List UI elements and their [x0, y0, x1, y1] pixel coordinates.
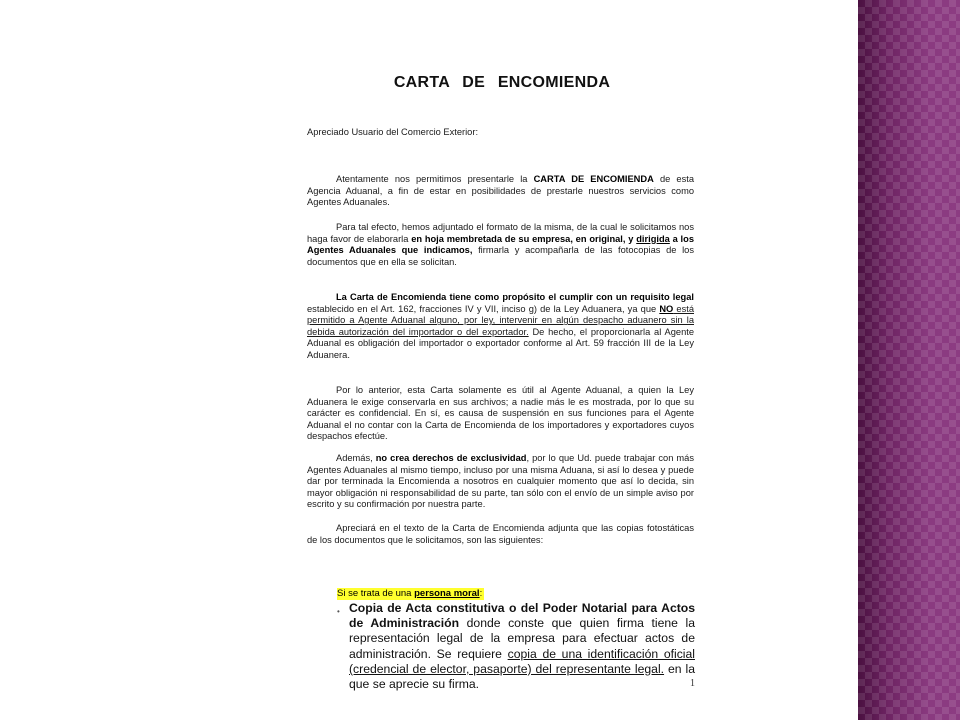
- list-item: • Copia de Acta constitutiva o del Poder Notarial para Actos de Administración donde conste que quien firma tiene la representación legal de la empresa para efectuar actos de administración. Se requiere copia de una identificación oficial (credencial de elector, pasaporte) del representante legal. en la que se aprecie su firma.: [337, 601, 695, 692]
- document-title: CARTA DE ENCOMIENDA: [393, 74, 611, 91]
- salutation: Apreciado Usuario del Comercio Exterior:: [307, 127, 479, 137]
- paragraph-intro: Atentamente nos permitimos presentarle la CARTA DE ENCOMIENDA de esta Agencia Aduanal, a fin de estar en posibilidades de prestarle nuestros servicios como Agentes Aduanales.: [307, 174, 694, 208]
- requirements-list: [337, 585, 695, 692]
- decorative-sidebar: [858, 0, 960, 720]
- paragraph-purpose: La Carta de Encomienda tiene como propósito el cumplir con un requisito legal establecido en el Art. 162, fracciones IV y VII, inciso g) de la Ley Aduanera, ya que NO está permitido a Agente Aduanal alguno, por ley, intervenir en algún despacho aduanero sin la debida autorización del importador o del exportador. De hecho, el proporcionarla al Agente Aduanal es obligación del importador o exportador conforme al Art. 59 fracción III de la Ley Aduanera.: [307, 292, 695, 360]
- paragraph-copies: Apreciará en el texto de la Carta de Encomienda adjunta que las copias fotostáticas de los documentos que le solicitamos, son las siguientes:: [307, 523, 694, 545]
- paragraph-exclusivity: Además, no crea derechos de exclusividad, por lo que Ud. puede trabajar con más Agentes Aduanales al mismo tiempo, incluso por una misma Aduana, si así lo desea y puede dar por terminada la Encomienda a nosotros en cualquier momento que así lo decida, sin mayor obligación ni responsabilidad de su parte, tan sólo con el envío de un simple aviso por escrito y su confirmación por nuestra parte.: [307, 453, 694, 510]
- page-number: 1: [690, 678, 695, 689]
- bullet-icon: •: [337, 607, 340, 616]
- paragraph-format: Para tal efecto, hemos adjuntado el formato de la misma, de la cual le solicitamos nos haga favor de elaborarla en hoja membretada de su empresa, en original, y dirigida a los Agentes Aduanales que indicamos, firmarla y acompañarla de las fotocopias de los documentos que en ella se solicitan.: [307, 222, 694, 267]
- highlighted-heading: Si se trata de una persona moral:: [337, 588, 483, 599]
- paragraph-usefulness: Por lo anterior, esta Carta solamente es útil al Agente Aduanal, a quien la Ley Aduanera le exige conservarla en sus archivos; a nadie más le es mostrada, por lo que su carácter es confidencial. En sí, es causa de suspensión en sus funciones para el Agente Aduanal el no contar con la Carta de Encomienda de los importadores y exportadores cuyos despachos efectúe.: [307, 385, 694, 442]
